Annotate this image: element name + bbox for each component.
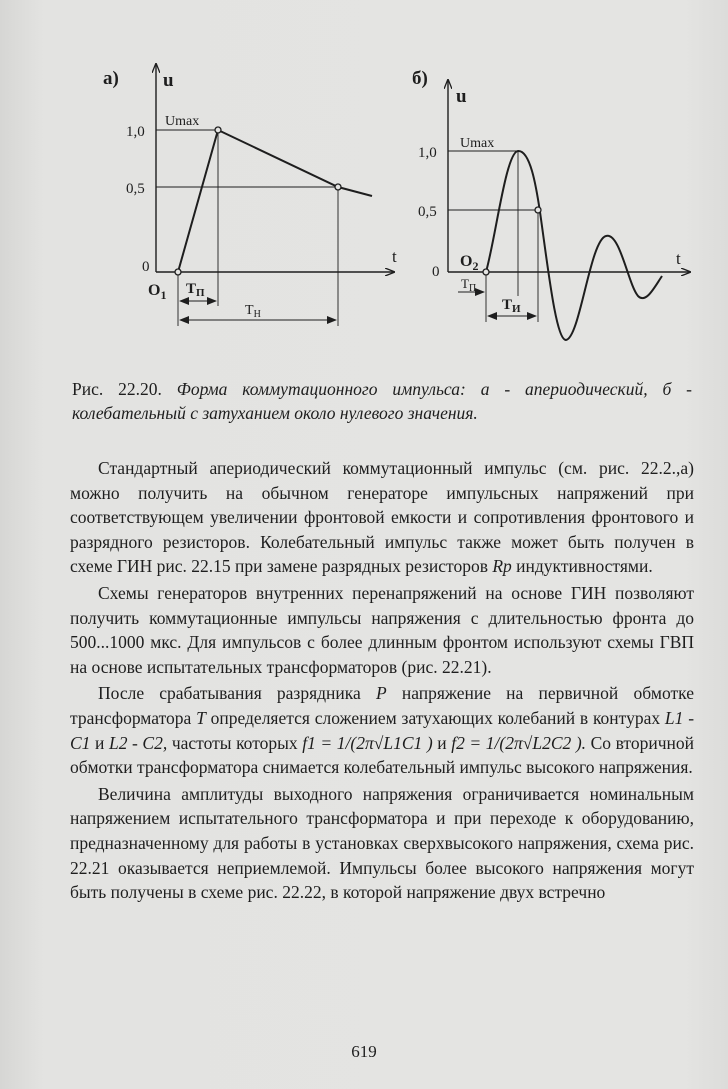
panel-b-umax-label: Umax [460, 136, 495, 151]
panel-a-tick-05: 0,5 [126, 181, 145, 197]
p3-and-2: и [437, 732, 447, 753]
panel-a-tn-label: $T_Н$ [245, 303, 261, 320]
panel-a-tick-1: 1,0 [126, 124, 145, 140]
panel-a-waveform [178, 130, 372, 272]
panel-b-u-label: u [456, 86, 467, 107]
panel-b-t-label: t [676, 249, 681, 268]
p3-text-c: определяется сложением затухающих колебаний в контурах [210, 707, 661, 728]
paragraph-3 [70, 681, 694, 779]
page-number: 619 [351, 1042, 377, 1061]
panel-b-tick-0: 0 [432, 264, 440, 280]
panel-a-half-point [335, 184, 341, 190]
panel-b-tp-label: $T_П$ [461, 276, 477, 294]
p3-var-p: P [375, 683, 387, 704]
figure-caption [72, 377, 692, 425]
caption-text: Форма коммутационного импульса: а - апериодический, б - колебательный с затуханием около нулевого значения. [72, 379, 692, 423]
p3-f1-formula: f1 = 1/(2π√L1C1 ) [302, 732, 433, 753]
p3-and: и [95, 732, 105, 753]
panel-a-t-label: t [392, 247, 397, 266]
paragraph-4: Величина амплитуды выходного напряжения ограничивается номинальным напряжением испытательного трансформатора и при переходе к оборудованию, предназначенному для работы в установках сверхвысокого напряжения, схема рис. 22.21 оказывается неприемлемой. Импульсы более высокого напряжения могут быть получены в схеме рис. 22.22, в которой напряжение двух встречно [70, 783, 694, 903]
panel-b-origin-point [483, 269, 489, 275]
caption-label: Рис. 22.20. [72, 379, 162, 399]
figure-22-20 [0, 0, 728, 360]
panel-b-tick-05: 0,5 [418, 204, 437, 220]
panel-b-tick-1: 1,0 [418, 145, 437, 161]
p3-l1c1: L1 - C1 [70, 707, 695, 753]
p3-f2-formula: f2 = 1/(2π√L2C2 ). [451, 732, 587, 753]
panel-a-tp-label: $T_П$ [186, 281, 205, 299]
panel-a-tick-0: 0 [142, 259, 150, 275]
panel-a [103, 64, 397, 326]
panel-a-peak-point [215, 127, 221, 133]
panel-b-ti-label: $T_И$ [502, 297, 521, 315]
paragraph-2: Схемы генераторов внутренних перенапряжений на основе ГИН позволяют получить коммутационные импульсы напряжения с длительностью фронта до 500...1000 мкс. Для импульсов с более длинным фронтом используют схемы ГВП на основе испытательных трансформаторов (рис. 22.21). [70, 582, 694, 677]
body-text [70, 456, 694, 907]
p1-text: Стандартный апериодический коммутационный импульс (см. рис. 22.2.,а) можно получить на обычном генераторе импульсных напряжений при соответствующем увеличении фронтовой емкости и сопротивления фронтового и разрядного резисторов. Колебательный импульс также может быть получен в схеме ГИН рис. 22.15 при замене разрядных резисторов [70, 458, 694, 577]
p1-rp: Rр [492, 556, 512, 577]
panel-a-origin-point [175, 269, 181, 275]
p1-text-end: индуктивностями. [516, 556, 653, 577]
p3-var-t: T [196, 707, 206, 728]
panel-a-u-label: u [163, 70, 174, 91]
p3-l2c2: L2 - C2, [108, 732, 168, 753]
panel-b-half-point [535, 207, 541, 213]
p3-text-e: Со вторичной обмотки трансформатора снимается колебательный импульс высокого напряжения. [70, 732, 695, 778]
p3-text-d: частоты которых [171, 732, 298, 753]
panel-a-label: а) [103, 68, 119, 89]
panel-b [412, 68, 690, 340]
paragraph-1 [70, 456, 694, 579]
p3-text-a: После срабатывания разрядника [98, 683, 361, 704]
p3-text-b: напряжение на первичной обмотке трансформатора [70, 683, 694, 728]
panel-b-origin-label: $O_2$ [460, 253, 479, 273]
panel-b-label: б) [412, 68, 428, 89]
panel-a-umax-label: Umax [165, 114, 200, 129]
panel-a-origin-label: $O_1$ [148, 282, 167, 302]
